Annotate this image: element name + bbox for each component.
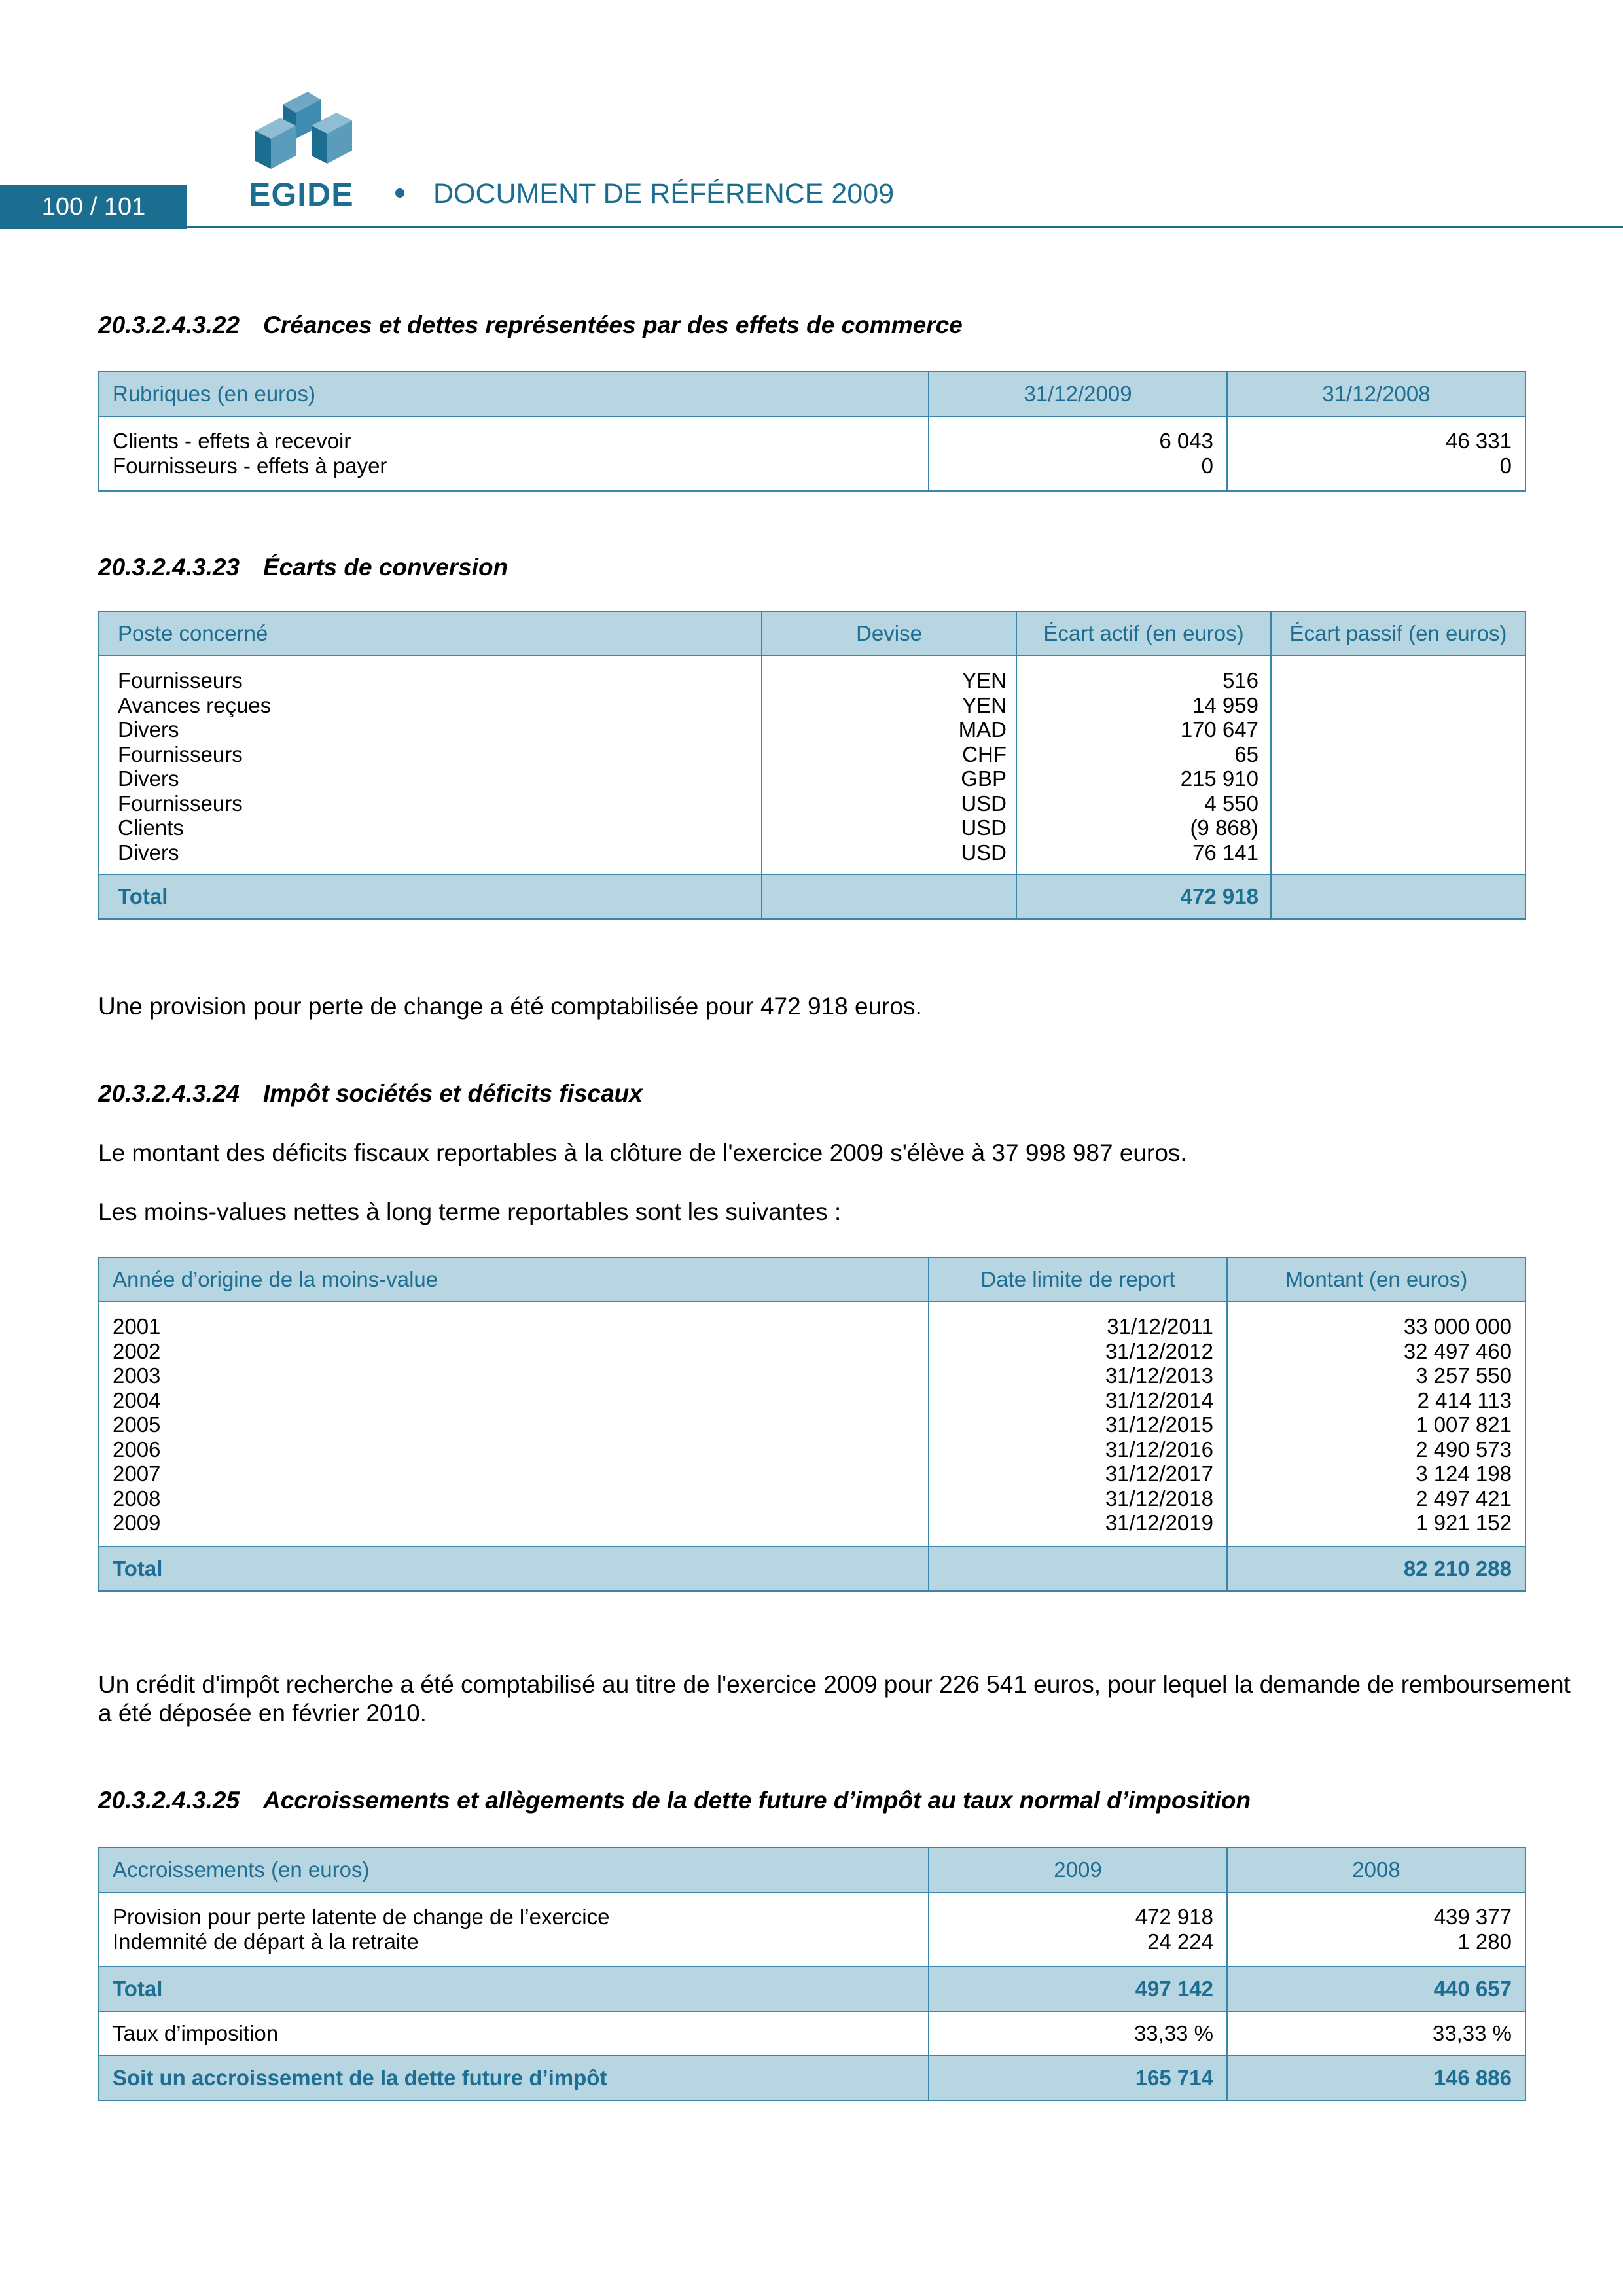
value-cell: 3 257 550	[1416, 1363, 1512, 1388]
currency-cell: USD	[961, 816, 1007, 840]
row-label: Clients	[118, 816, 184, 840]
currency-cell: GBP	[961, 766, 1007, 791]
capital-losses-table	[98, 1257, 1526, 1592]
value-cell: 1 280	[1457, 1929, 1512, 1954]
year-cell: 2005	[113, 1412, 161, 1437]
section-heading-22	[98, 312, 963, 339]
column-header: 31/12/2009	[929, 372, 1227, 416]
result-label: Soit un accroissement de la dette future d’impôt	[99, 2056, 929, 2100]
receivables-table	[98, 371, 1526, 492]
total-label: Total	[99, 1547, 929, 1591]
table-cell	[99, 656, 762, 874]
total-value: 82 210 288	[1227, 1547, 1525, 1591]
value-cell: 1 007 821	[1416, 1412, 1512, 1437]
date-cell: 31/12/2011	[1107, 1314, 1213, 1338]
column-header: Écart passif (en euros)	[1271, 611, 1525, 656]
value-cell: 32 497 460	[1403, 1338, 1512, 1363]
value-cell: 170 647	[1180, 717, 1258, 742]
row-label: Divers	[118, 840, 179, 865]
total-label: Total	[99, 1967, 929, 2011]
tax-loss-paragraph: Le montant des déficits fiscaux reportables à la clôture de l'exercice 2009 s'élève à 37 998 987 euros.	[98, 1139, 1187, 1166]
rate-value: 33,33 %	[1227, 2011, 1525, 2056]
paragraph-line: a été déposée en février 2010.	[98, 1700, 427, 1727]
column-header: Année d’origine de la moins-value	[99, 1257, 929, 1302]
value-cell: 1 921 152	[1416, 1511, 1512, 1535]
value-cell: 3 124 198	[1416, 1462, 1512, 1486]
egide-logo-text: EGIDE	[249, 176, 354, 213]
date-cell: 31/12/2019	[1105, 1511, 1213, 1535]
currency-cell: YEN	[962, 668, 1007, 692]
section-number: 20.3.2.4.3.23	[98, 554, 240, 581]
capital-loss-intro: Les moins-values nettes à long terme reportables sont les suivantes :	[98, 1198, 842, 1225]
table-cell	[1227, 1892, 1525, 1967]
header-bullet	[395, 188, 404, 198]
table-cell	[929, 1547, 1227, 1591]
value-cell: 0	[1201, 453, 1213, 478]
value-cell: (9 868)	[1190, 816, 1258, 840]
section-heading-25	[98, 1787, 1251, 1814]
provision-note: Une provision pour perte de change a été comptabilisée pour 472 918 euros.	[98, 993, 922, 1020]
total-value: 440 657	[1227, 1967, 1525, 2011]
value-cell: 215 910	[1180, 766, 1258, 791]
table-cell	[99, 416, 929, 491]
value-cell: 2 490 573	[1416, 1437, 1512, 1462]
date-cell: 31/12/2016	[1105, 1437, 1213, 1462]
page-number-badge: 100 / 101	[0, 185, 187, 229]
column-header: Poste concerné	[99, 611, 762, 656]
row-label: Divers	[118, 766, 179, 791]
table-cell	[929, 1302, 1227, 1547]
currency-cell: MAD	[958, 717, 1007, 742]
year-cell: 2002	[113, 1338, 161, 1363]
value-cell: 2 497 421	[1416, 1486, 1512, 1511]
year-cell: 2003	[113, 1363, 161, 1388]
table-cell	[1271, 656, 1525, 874]
section-heading-23	[98, 554, 508, 581]
table-cell	[762, 656, 1016, 874]
year-cell: 2008	[113, 1486, 161, 1511]
header-divider	[187, 226, 1623, 228]
value-cell: 76 141	[1192, 840, 1258, 865]
row-label: Fournisseurs - effets à payer	[113, 453, 387, 478]
year-cell: 2004	[113, 1388, 161, 1412]
table-cell	[929, 1892, 1227, 1967]
currency-cell: YEN	[962, 692, 1007, 717]
year-cell: 2006	[113, 1437, 161, 1462]
value-cell: 24 224	[1147, 1929, 1213, 1954]
total-value: 472 918	[1016, 874, 1271, 919]
value-cell: 2 414 113	[1417, 1388, 1512, 1412]
column-header: Rubriques (en euros)	[99, 372, 929, 416]
row-label: Divers	[118, 717, 179, 742]
section-title: Accroissements et allègements de la dette future d’impôt au taux normal d’imposition	[263, 1787, 1251, 1814]
row-label: Avances reçues	[118, 692, 272, 717]
section-number: 20.3.2.4.3.24	[98, 1080, 240, 1107]
value-cell: 472 918	[1135, 1905, 1213, 1929]
table-cell	[762, 874, 1016, 919]
section-number: 20.3.2.4.3.25	[98, 1787, 240, 1814]
column-header: 2008	[1227, 1848, 1525, 1892]
column-header: 2009	[929, 1848, 1227, 1892]
rate-value: 33,33 %	[929, 2011, 1227, 2056]
table-cell	[1227, 416, 1525, 491]
year-cell: 2007	[113, 1462, 161, 1486]
column-header: Accroissements (en euros)	[99, 1848, 929, 1892]
value-cell: 4 550	[1204, 791, 1258, 816]
column-header: Date limite de report	[929, 1257, 1227, 1302]
date-cell: 31/12/2017	[1105, 1462, 1213, 1486]
date-cell: 31/12/2013	[1105, 1363, 1213, 1388]
column-header: Devise	[762, 611, 1016, 656]
table-cell	[99, 1302, 929, 1547]
row-label: Fournisseurs	[118, 791, 243, 816]
table-cell	[1227, 1302, 1525, 1547]
currency-cell: USD	[961, 840, 1007, 865]
total-label: Total	[99, 874, 762, 919]
section-title: Impôt sociétés et déficits fiscaux	[263, 1080, 643, 1107]
total-value: 497 142	[929, 1967, 1227, 2011]
date-cell: 31/12/2018	[1105, 1486, 1213, 1511]
value-cell: 14 959	[1192, 692, 1258, 717]
value-cell: 65	[1234, 742, 1258, 766]
value-cell: 0	[1499, 453, 1512, 478]
value-cell: 516	[1222, 668, 1258, 692]
value-cell: 439 377	[1433, 1905, 1512, 1929]
row-label: Indemnité de départ à la retraite	[113, 1929, 419, 1954]
date-cell: 31/12/2012	[1105, 1338, 1213, 1363]
date-cell: 31/12/2015	[1105, 1412, 1213, 1437]
table-cell	[1016, 656, 1271, 874]
table-cell	[929, 416, 1227, 491]
column-header: 31/12/2008	[1227, 372, 1525, 416]
row-label: Clients - effets à recevoir	[113, 429, 351, 453]
section-title: Écarts de conversion	[263, 554, 508, 581]
value-cell: 33 000 000	[1403, 1314, 1512, 1338]
row-label: Provision pour perte latente de change de l’exercice	[113, 1905, 610, 1929]
result-value: 165 714	[929, 2056, 1227, 2100]
value-cell: 6 043	[1159, 429, 1213, 453]
section-heading-24	[98, 1080, 643, 1107]
section-number: 20.3.2.4.3.22	[98, 312, 240, 338]
row-label: Fournisseurs	[118, 668, 243, 692]
year-cell: 2001	[113, 1314, 161, 1338]
paragraph-line: Un crédit d'impôt recherche a été comptabilisé au titre de l'exercice 2009 pour 226 541 euros, pour lequel la demande de remboursement	[98, 1671, 1571, 1698]
table-cell	[1271, 874, 1525, 919]
column-header: Montant (en euros)	[1227, 1257, 1525, 1302]
column-header: Écart actif (en euros)	[1016, 611, 1271, 656]
document-title: DOCUMENT DE RÉFÉRENCE 2009	[433, 178, 895, 209]
currency-cell: CHF	[962, 742, 1007, 766]
deferred-tax-table	[98, 1847, 1526, 2101]
table-cell	[99, 1892, 929, 1967]
research-credit-paragraph	[98, 1670, 1571, 1728]
date-cell: 31/12/2014	[1105, 1388, 1213, 1412]
year-cell: 2009	[113, 1511, 161, 1535]
section-title: Créances et dettes représentées par des effets de commerce	[263, 312, 963, 338]
currency-cell: USD	[961, 791, 1007, 816]
row-label: Fournisseurs	[118, 742, 243, 766]
value-cell: 46 331	[1446, 429, 1512, 453]
conversion-differences-table	[98, 611, 1526, 920]
rate-label: Taux d’imposition	[99, 2011, 929, 2056]
result-value: 146 886	[1227, 2056, 1525, 2100]
